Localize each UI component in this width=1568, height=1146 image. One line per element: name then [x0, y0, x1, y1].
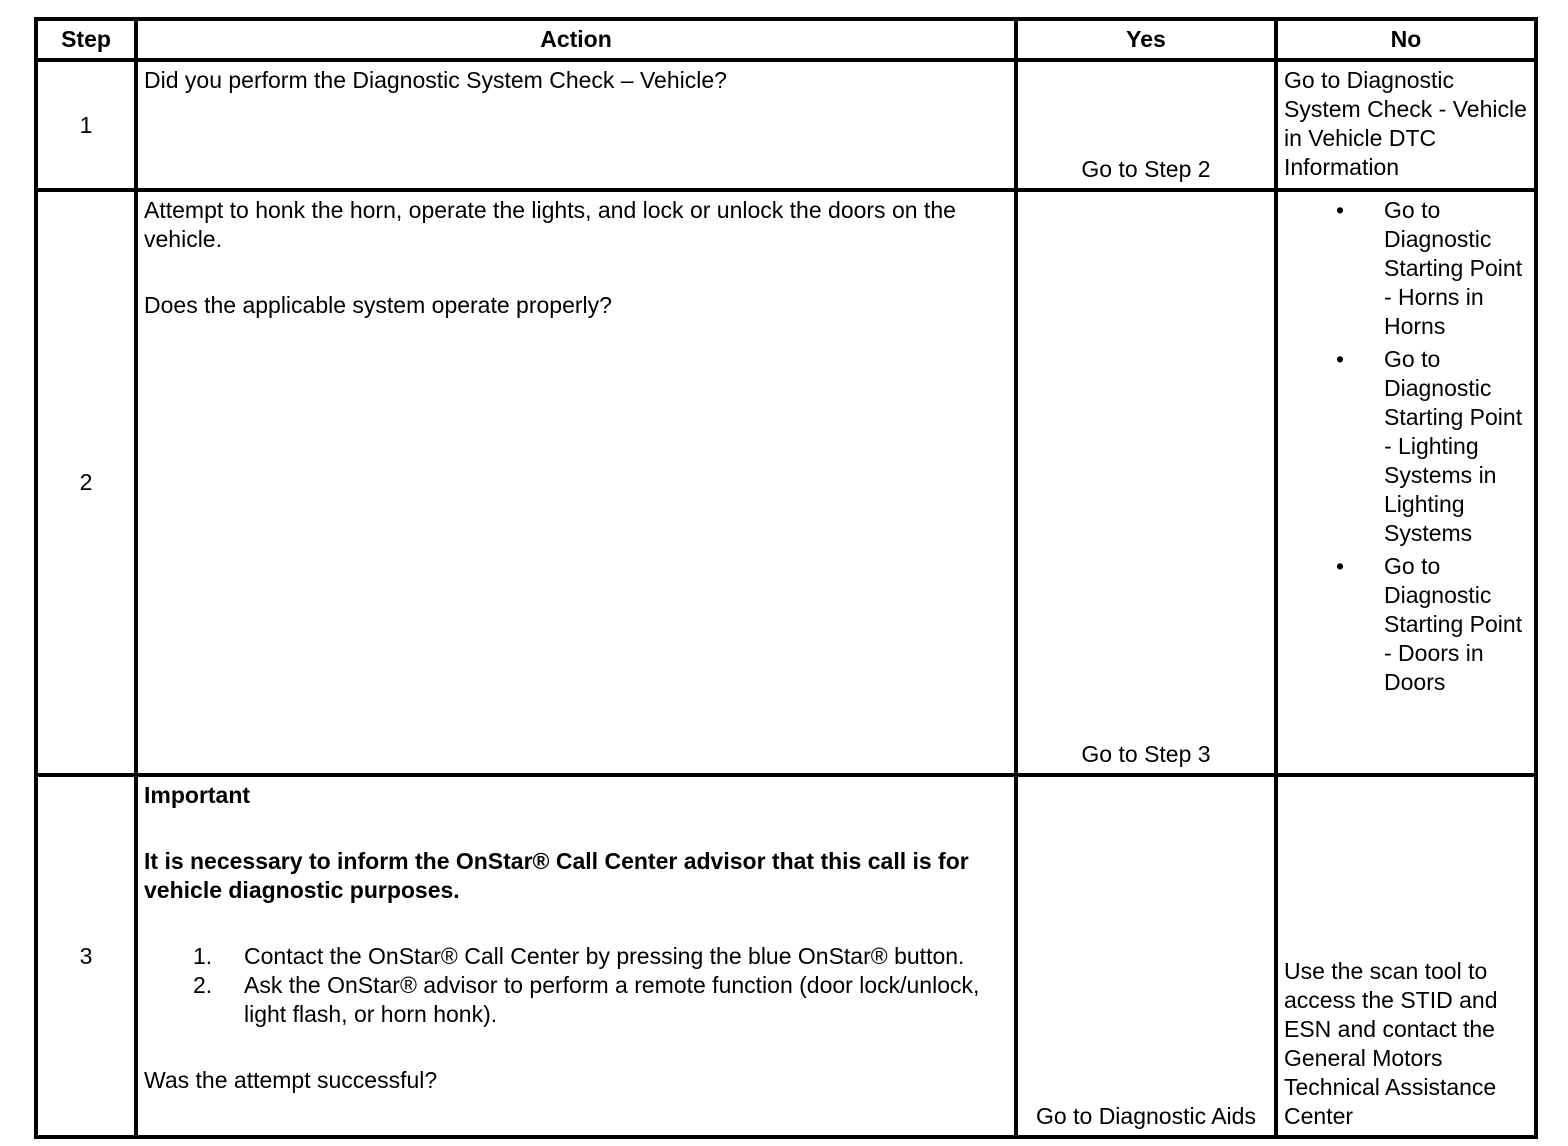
table-row	[36, 190, 1536, 775]
list-item: 1. Contact the OnStar® Call Center by pressing the blue OnStar® button.	[193, 943, 965, 969]
table-row	[36, 60, 1536, 190]
bullet-icon: •	[1336, 197, 1345, 223]
step-number: 3	[36, 775, 136, 1137]
action-cell	[136, 60, 1016, 190]
header-no: No	[1276, 19, 1536, 60]
no-text: Use the scan tool to access the STID and ESN and contact the General Motors Technical Assistance Center	[1284, 958, 1498, 1129]
yes-cell	[1016, 60, 1276, 190]
procedure-list	[144, 942, 1008, 1029]
action-text: Did you perform the Diagnostic System Check – Vehicle?	[144, 67, 727, 93]
yes-text: Go to Step 3	[1081, 741, 1211, 767]
action-question: Does the applicable system operate properly?	[144, 292, 612, 318]
yes-text: Go to Step 2	[1081, 156, 1211, 182]
bullet-icon: •	[1336, 346, 1345, 372]
no-text: Go to Diagnostic System Check - Vehicle in Vehicle DTC Information	[1284, 67, 1527, 180]
yes-text: Go to Diagnostic Aids	[1036, 1103, 1256, 1129]
no-cell	[1276, 60, 1536, 190]
action-cell	[136, 775, 1016, 1137]
bullet-icon: •	[1336, 553, 1345, 579]
header-step: Step	[36, 19, 136, 60]
header-action: Action	[136, 19, 1016, 60]
list-item: • Go to Diagnostic Starting Point - Doors in Doors	[1336, 553, 1523, 695]
header-yes: Yes	[1016, 19, 1276, 60]
no-cell	[1276, 190, 1536, 775]
step-number: 1	[36, 60, 136, 190]
no-options-list	[1284, 196, 1530, 697]
action-question: Was the attempt successful?	[144, 1067, 438, 1093]
action-cell	[136, 190, 1016, 775]
important-label: Important	[144, 782, 251, 808]
list-item: 2. Ask the OnStar® advisor to perform a remote function (door lock/unlock, light flash, or horn honk).	[193, 972, 980, 1027]
header-row	[36, 19, 1536, 60]
yes-cell	[1016, 775, 1276, 1137]
diagnostic-table	[34, 17, 1538, 1139]
action-text: Attempt to honk the horn, operate the lights, and lock or unlock the doors on the vehicle.	[144, 197, 956, 252]
list-item: • Go to Diagnostic Starting Point - Lighting Systems in Lighting Systems	[1336, 346, 1523, 546]
yes-cell	[1016, 190, 1276, 775]
no-cell	[1276, 775, 1536, 1137]
list-item: • Go to Diagnostic Starting Point - Horns in Horns	[1336, 197, 1523, 339]
step-number: 2	[36, 190, 136, 775]
important-text: It is necessary to inform the OnStar® Call Center advisor that this call is for vehicle diagnostic purposes.	[144, 848, 969, 903]
table-row	[36, 775, 1536, 1137]
